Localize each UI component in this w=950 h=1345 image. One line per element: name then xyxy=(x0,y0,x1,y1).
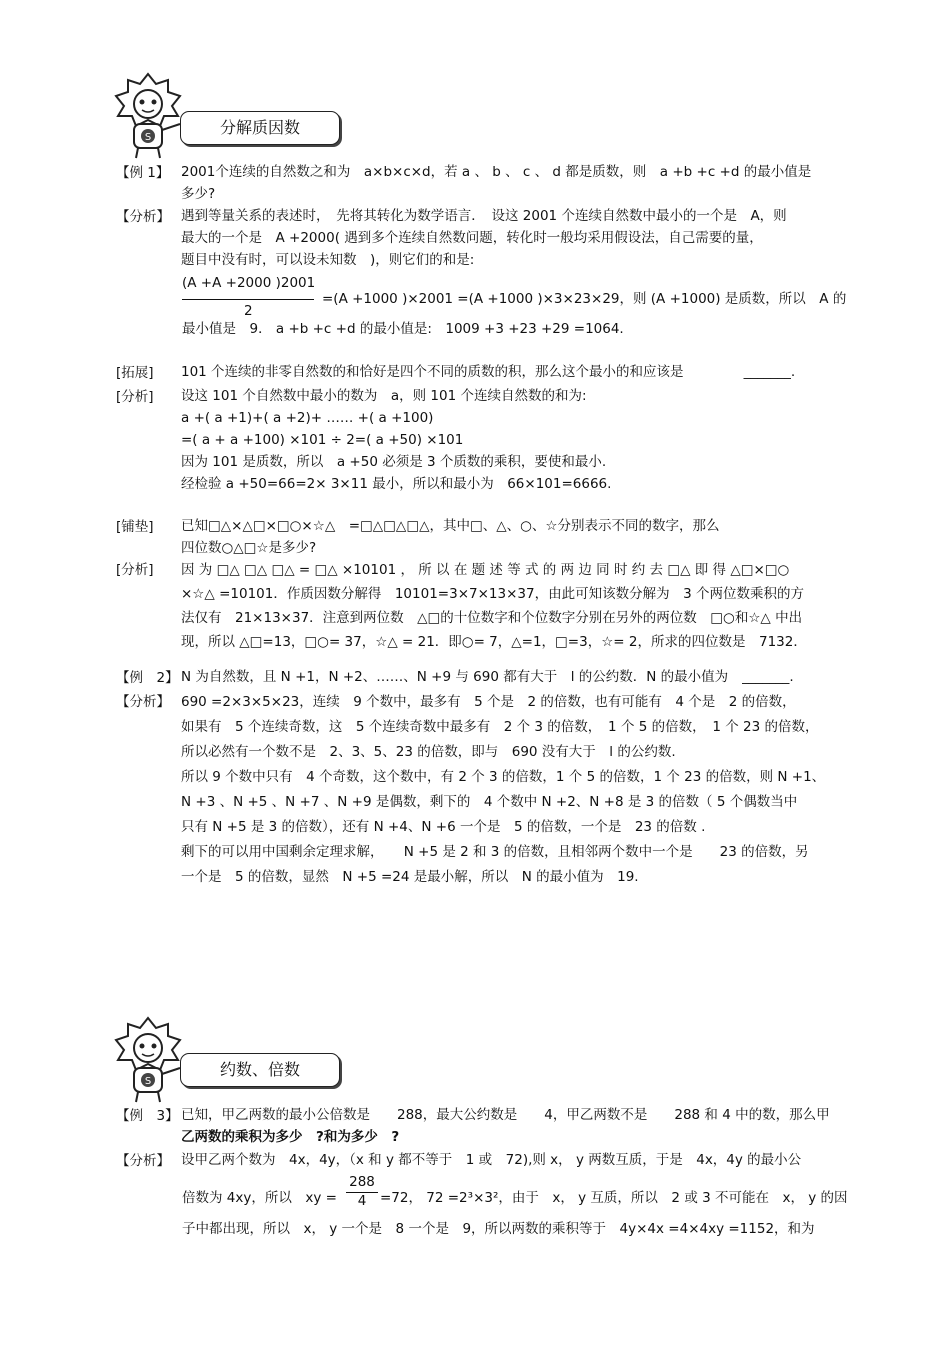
fraction-numerator: (A +A +2000 )2001 xyxy=(182,275,316,291)
fraction-denominator: 2 xyxy=(244,303,253,319)
example-text: 多少? xyxy=(181,186,216,202)
analysis-label: 【分析】 xyxy=(116,1153,170,1169)
example-text: 乙两数的乘积为多少 ?和为多少 ? xyxy=(181,1129,400,1145)
analysis-text: 因 为 □△ □△ □△ = □△ ×10101 ， 所 以 在 题 述 等 式 的 两 边 同 时 约 去 □△ 即 得 △□×□○ xyxy=(181,562,790,578)
preparation-text: 四位数○△□☆是多少? xyxy=(181,540,317,556)
example-text: 已知，甲乙两数的最小公倍数是 288，最大公约数是 4，甲乙两数不是 288 和 4 中的数，那么甲 xyxy=(181,1107,830,1123)
analysis-text: =72， 72 =2³×3²，由于 x， y 互质，所以 2 或 3 不可能在 x， y 的因 xyxy=(380,1190,848,1206)
analysis-text: =( a + a +100) ×101 ÷ 2=( a +50) ×101 xyxy=(181,432,464,448)
analysis-text: 如果有 5 个连续奇数，这 5 个连续奇数中最多有 2 个 3 的倍数， 1 个 5 的倍数， 1 个 23 的倍数， xyxy=(181,719,819,735)
extension-text: 101 个连续的非零自然数的和恰好是四个不同的质数的积，那么这个最小的和应该是 xyxy=(181,364,684,380)
analysis-text: 子中都出现，所以 x， y 一个是 8 一个是 9，所以两数的乘积等于 4y×4x =4×4xy =1152，和为 xyxy=(182,1221,815,1237)
analysis-text: 所以必然有一个数不是 2、3、5、23 的倍数，即与 690 没有大于 l 的公约数. xyxy=(181,744,676,760)
analysis-text: 倍数为 4xy，所以 xy = xyxy=(182,1190,337,1206)
analysis-text: 现，所以 △□=13，□○= 37，☆△ = 21．即○= 7，△=1，□=3，☆= 2，所求的四位数是 7132． xyxy=(181,634,807,650)
answer-blank: _______. xyxy=(743,364,796,380)
analysis-text: 只有 N +5 是 3 的倍数），还有 N +4、N +6 一个是 5 的倍数，一个是 23 的倍数 . xyxy=(181,819,706,835)
analysis-text: 因为 101 是质数，所以 a +50 必须是 3 个质数的乘积，要使和最小. xyxy=(181,454,607,470)
answer-blank: _______. xyxy=(742,669,794,685)
preparation-label: [铺垫] xyxy=(116,519,154,535)
analysis-text: N +3 、N +5 、N +7 、N +9 是偶数，剩下的 4 个数中 N +2、N +8 是 3 的倍数（ 5 个偶数当中 xyxy=(181,794,798,810)
analysis-label: 【分析】 xyxy=(116,694,170,710)
fraction-numerator: 288 xyxy=(349,1174,375,1190)
analysis-text: 遇到等量关系的表述时， 先将其转化为数学语言． 设这 2001 个连续自然数中最小的一个是 A，则 xyxy=(181,208,787,224)
mascot-icon xyxy=(108,70,188,160)
section-title-factorization: 分解质因数 xyxy=(180,111,340,145)
analysis-text: 所以 9 个数中只有 4 个奇数，这个数中，有 2 个 3 的倍数，1 个 5 的倍数，1 个 23 的倍数，则 N +1、 xyxy=(181,769,826,785)
extension-label: [拓展] xyxy=(116,365,154,381)
example-label: 【例 1】 xyxy=(116,165,170,181)
analysis-text: 剩下的可以用中国剩余定理求解， N +5 是 2 和 3 的倍数，且相邻两个数中一个是 23 的倍数，另 xyxy=(181,844,809,860)
example-label: 【例 3】 xyxy=(116,1108,179,1124)
svg-text:S: S xyxy=(144,1076,152,1087)
mascot-icon xyxy=(108,1014,188,1104)
analysis-text: 法仅有 21×13×37．注意到两位数 △□的十位数字和个位数字分别在另外的两位数 □○和☆△ 中出 xyxy=(181,610,803,626)
example-text: 2001个连续的自然数之和为 a×b×c×d，若 a 、 b 、 c 、 d 都是质数，则 a +b +c +d 的最小值是 xyxy=(181,164,812,180)
analysis-text xyxy=(182,1186,337,1206)
analysis-label: [分析] xyxy=(116,389,154,405)
analysis-text: 设这 101 个自然数中最小的数为 a，则 101 个连续自然数的和为: xyxy=(181,388,587,404)
fraction-denominator: 4 xyxy=(357,1193,367,1209)
analysis-text: 题目中没有时，可以设未知数 )，则它们的和是: xyxy=(181,252,475,268)
analysis-label: 【分析】 xyxy=(116,209,170,225)
analysis-text: 设甲乙两个数为 4x，4y，（x 和 y 都不等于 1 或 72),则 x， y 两数互质，于是 4x，4y 的最小公 xyxy=(181,1152,802,1168)
preparation-text: 已知□△×△□×□○×☆△ =□△□△□△，其中□、△、○、☆分别表示不同的数字，那么 xyxy=(181,518,720,534)
analysis-text: ×☆△ =10101．作质因数分解得 10101=3×7×13×37，由此可知该数分解为 3 个两位数乘积的方 xyxy=(181,586,804,602)
analysis-text: a +( a +1)+( a +2)+ …… +( a +100) xyxy=(181,410,434,426)
analysis-text xyxy=(182,317,882,341)
analysis-conclusion: 最小值是 9． a +b +c +d 的最小值是: 1009 +3 +23 +29 =1064. xyxy=(182,321,624,337)
svg-text:S: S xyxy=(144,132,152,143)
analysis-label: [分析] xyxy=(116,562,154,578)
analysis-text: 一个是 5 的倍数，显然 N +5 =24 是最小解，所以 N 的最小值为 19. xyxy=(181,869,639,885)
analysis-text: 最大的一个是 A +2000( 遇到多个连续自然数问题，转化时一般均采用假设法，自己需要的量， xyxy=(181,230,763,246)
analysis-text: 690 =2×3×5×23，连续 9 个数中，最多有 5 个是 2 的倍数，也有可能有 4 个是 2 的倍数， xyxy=(181,694,796,710)
analysis-text: 经检验 a +50=66=2× 3×11 最小，所以和最小为 66×101=6666. xyxy=(181,476,612,492)
section-title-divisors-multiples: 约数、倍数 xyxy=(180,1053,340,1087)
example-text: N 为自然数，且 N +1，N +2、……、N +9 与 690 都有大于 l 的公约数．N 的最小值为 xyxy=(181,669,729,685)
xy-fraction xyxy=(346,1174,378,1209)
example-label: 【例 2】 xyxy=(116,670,179,686)
fraction-bar xyxy=(182,299,314,300)
analysis-equation: =(A +1000 )×2001 =(A +1000 )×3×23×29，则 (A +1000) 是质数，所以 A 的 xyxy=(322,291,847,307)
